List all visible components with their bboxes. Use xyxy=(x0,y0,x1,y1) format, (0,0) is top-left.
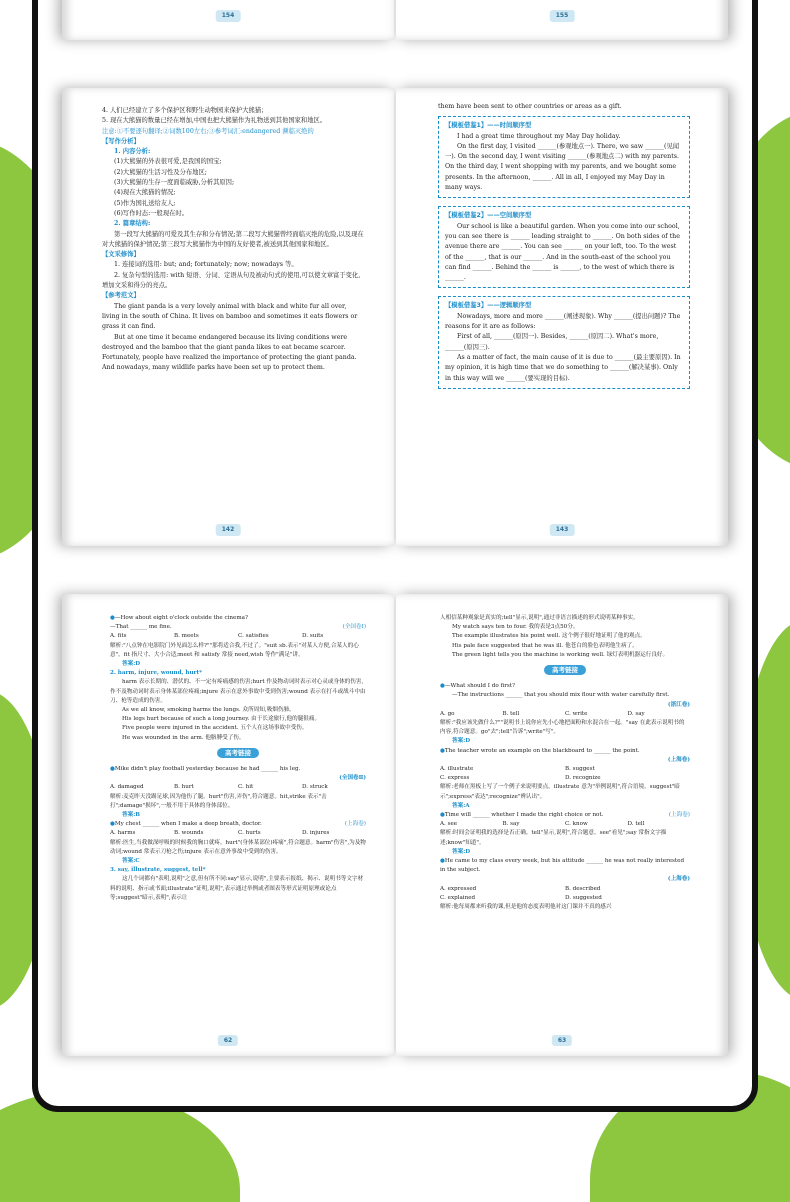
page-number-63: 63 xyxy=(552,1035,572,1046)
explanation: 解析:他每周都来听我的课,但是他的态度表明他对这门课并不真的感兴 xyxy=(440,904,612,911)
box-paragraph: As a matter of fact, the main cause of it is due to ______(最主要原因). In my opinion, it is high time that we do something to ______(解决某事). Only in this way will we ______(要实现的目标). xyxy=(445,353,681,382)
question: (上海卷) ●My chest ______ when I make a deep breath, doctor. xyxy=(110,820,366,829)
box-paragraph: Our school is like a beautiful garden. When you come into our school, you can see there is ______ leading straight to ______. On both sides of the avenue there are ______. You can see ______ on your left, too. To the west of the ______, that is our ______. And in the south-east of the school you can find ______. Behind the ______ is ______, to the west of which there is ______. xyxy=(445,222,680,282)
question-line: (全国卷Ⅰ) —That ______ me fine. xyxy=(110,623,366,632)
option: C. express xyxy=(440,775,470,782)
answer: 答案:D xyxy=(452,848,471,855)
box-paragraph: Nowadays, more and more ______(阐述现象). Why ______(提出问题)? The reasons for it are as follows: xyxy=(445,312,681,331)
option: C. hurts xyxy=(238,830,261,837)
option: C. explained xyxy=(440,894,476,901)
page-62 xyxy=(62,594,394,1056)
list-item: (3)大熊猫的生存一度面临威胁,分析其原因; xyxy=(114,179,235,187)
page-number-143: 143 xyxy=(550,524,575,536)
sub-heading: 1. 内容分析: xyxy=(114,148,151,156)
page-154 xyxy=(62,0,394,40)
page-143 xyxy=(396,88,728,546)
box-paragraph: I had a great time throughout my May Day holiday. xyxy=(457,132,621,140)
tip-line: 1. 连接词的选用: but; and; fortunately; now; nowadays 等。 xyxy=(114,261,298,269)
explanation: 解析:麦克昨天没踢足球,因为他伤了腿。hurt"伤害,弄伤",符合题意。hit,strike 表示"击打";damage"损坏",一般不用于具体的身体部位。 xyxy=(110,793,327,809)
question: ●Mike didn't play football yesterday because he had ______ his leg. xyxy=(110,766,301,773)
option: A. see xyxy=(440,821,458,828)
template-box-3 xyxy=(438,296,690,388)
option: A. illustrate xyxy=(440,766,474,773)
answer: 答案:B xyxy=(122,812,140,819)
template-box-2 xyxy=(438,206,690,288)
explanation: 解析:"我应该先做什么?""说明书上说你应先小心地把面粉和水混合在一起。"say 在此表示说明书的内容,符合题意。go"去";tell"告诉";write"写"。 xyxy=(440,720,685,736)
option: D. recognize xyxy=(565,775,601,782)
essay-paragraph: But at one time it became endangered because its living conditions were destroyed and the bamboo that the giant panda likes to eat became scarcer. Fortunately, people have realized the importance of protecting the giant panda. And nowadays, many wildlife parks have been set up to protect them. xyxy=(102,333,357,372)
explanation: 解析:"八点钟在电影院门外见面怎么样?""那将适合我,不过了。"suit sb.表示"对某人方便,合某人的心意"。fit 指尺寸、大小合适;meet 和 satisfy 常接 need,wish 等作"满足"讲。 xyxy=(110,642,359,658)
options xyxy=(440,820,690,829)
paragraph: 人相信某种观象是真实的;tell"显示,说明",通过非语言描述的形式说明某种事实。 xyxy=(440,615,639,621)
option: D. say xyxy=(627,710,645,717)
page-number-142: 142 xyxy=(216,524,241,536)
option: B. tell xyxy=(502,710,520,717)
answer: 答案:D xyxy=(122,661,141,668)
text-line: 5. 现在大熊猫的数量已经在增加,中国也把大熊猫作为礼物送到其他国家和地区。 xyxy=(102,117,327,125)
source-tag: (全国卷Ⅱ) xyxy=(339,775,366,782)
list-item: (6)写作时态:一般现在时。 xyxy=(114,209,189,217)
page-155 xyxy=(396,0,728,40)
list-item: (4)现在大熊猫的情况; xyxy=(114,189,176,197)
page-number-62: 62 xyxy=(218,1035,238,1046)
page-number-154: 154 xyxy=(216,10,241,22)
sub-heading: 2. 篇章结构: xyxy=(114,220,151,228)
option: D. suits xyxy=(302,633,324,640)
question: (上海卷) ●Time will ______ whether I made the right choice or not. xyxy=(440,811,690,820)
note-line: 注意:①不要逐句翻译;②词数100左右;③参考词汇:endangered 濒临灭绝的 xyxy=(102,127,314,135)
page-63 xyxy=(396,594,728,1056)
list-item: (2)大熊猫的生活习性及分布地区; xyxy=(114,168,207,176)
example: His pale face suggested that he was ill. 他苍白的脸色表明他生病了。 xyxy=(452,642,638,649)
option: C. know xyxy=(565,821,588,828)
tip-line: 2. 复杂句型的选用: with 短语、分词、定语从句及被动句式的使用,可以使文章富于变化,增加文采和得分的亮点。 xyxy=(102,271,361,290)
box-paragraph: First of all, ______(原因一). Besides, ______(原因二). What's more, ______(原因三). xyxy=(445,333,659,351)
option: A. fits xyxy=(110,633,127,640)
question: ●—What should I do first? xyxy=(440,683,516,690)
option: A. expressed xyxy=(440,885,477,892)
bullet-icon: ● xyxy=(110,821,115,828)
options xyxy=(440,710,690,719)
section-heading: 【文采修饰】 xyxy=(102,251,140,259)
option: B. suggest xyxy=(565,766,595,773)
options xyxy=(110,829,366,838)
text-line: them have been sent to other countries or areas as a gift. xyxy=(438,103,622,110)
source-tag: (全国卷Ⅰ) xyxy=(342,624,366,631)
option: C. write xyxy=(565,710,588,717)
options xyxy=(440,765,690,783)
page-number-155: 155 xyxy=(550,10,575,22)
option: A. damaged xyxy=(110,784,144,791)
exam-link-banner: 高考链接 xyxy=(110,749,366,759)
question: ●The teacher wrote an example on the blackboard to ______ the point. xyxy=(440,747,640,754)
vocab-heading: 3. say, illustrate, suggest, tell* xyxy=(110,867,206,874)
option: D. injures xyxy=(302,830,330,837)
options xyxy=(110,632,366,641)
explanation: 解析:老师在黑板上写了一个例子来说明要点。illustrate 意为"举例说明",符合语境。suggest"暗示";express"表达";recognize"辨认出"。 xyxy=(440,784,680,800)
exam-link-banner: 高考链接 xyxy=(440,666,690,676)
option: A. harms xyxy=(110,830,136,837)
option: C. hit xyxy=(238,784,254,791)
bullet-icon: ● xyxy=(440,858,445,865)
options xyxy=(440,885,690,903)
option: B. wounds xyxy=(174,830,204,837)
option: D. suggested xyxy=(565,894,602,901)
example: His legs hurt because of such a long journey. 由于长途旅行,他的腿很痛。 xyxy=(122,716,321,723)
example: The example illustrates his point well. 这个例子很好地证明了他的观点。 xyxy=(452,633,646,640)
source-tag: (上海卷) xyxy=(667,756,690,763)
answer: 答案:C xyxy=(122,858,140,865)
page-142 xyxy=(62,88,394,546)
essay-paragraph: The giant panda is a very lovely animal with black and white fur all over, living in the south of China. It lives on bamboo and sometimes it eats flowers or grass it can find. xyxy=(102,302,358,331)
source-tag: (上海卷) xyxy=(344,821,366,828)
option: D. struck xyxy=(302,784,328,791)
box-title: 【模板借鉴3】——逻辑顺序型 xyxy=(445,302,532,310)
question: ●He came to my class every week, but his attitude ______ he was not really interested in the subject. xyxy=(440,858,685,874)
source-tag: (上海卷) xyxy=(667,876,690,883)
option: D. tell xyxy=(627,821,645,828)
option: B. hurt xyxy=(174,784,194,791)
explanation: 解析:时间会证明我的选择是否正确。tell"显示,说明",符合题意。see"看见";say 常指文字描述;know"知道"。 xyxy=(440,830,667,846)
bullet-icon: ● xyxy=(440,812,445,819)
example: The green light tells you the machine is working well. 绿灯表明机器运行良好。 xyxy=(452,651,669,658)
vocab-explanation: harm 表示长期的、潜伏的、不一定有疼痛感的伤害;hurt 作及物动词时表示对心灵或身体的伤害,作不及物动词时表示身体某部位疼痛;injure 表示在意外事故中受到伤害;wound 表示在打斗或战斗中由刀、枪等造成的伤害。 xyxy=(110,679,366,704)
vocab-explanation: 这几个词都有"表明,说明"之意,但有所不同:say"显示,说明",主要表示报纸、揭示、说明书等文字材料的说明、指示或书面;illustrate"证明,说明",表示通过举例或者图表等形式证明原理或论点等;suggest"暗示,表明",表示让 xyxy=(110,876,364,901)
example: He was wounded in the arm. 他胳膊受了伤。 xyxy=(122,734,245,741)
question: ●—How about eight o'clock outside the cinema? xyxy=(110,615,248,621)
explanation: 解析:医生,当我做深呼吸的时候我的胸口就疼。hurt"(身体某部位)疼痛",符合题意。harm"伤害",为及物动词;wound 常表示刀枪之伤;injure 表示在意外事故中受到的伤害。 xyxy=(110,839,366,855)
source-tag: (浙江卷) xyxy=(667,701,690,708)
example: My watch says ten to four. 我的表是3点50分。 xyxy=(452,624,579,631)
section-heading: 【参考范文】 xyxy=(102,292,140,300)
example: As we all know, smoking harms the lungs. 众所周知,吸烟伤肺。 xyxy=(122,707,295,714)
answer: 答案:D xyxy=(452,738,471,745)
option: C. satisfies xyxy=(238,633,269,640)
box-paragraph: On the first day, I visited ______(参观地点一). There, we saw ______(见闻一). On the second day, I went visiting ______(参观地点二) with my parents. On the third day, I went shopping with my parents, and we bought some presents. In the afternoon, ______. All in all, I enjoyed my May Day in many ways. xyxy=(445,142,680,192)
example: Five people were injured in the accident. 五个人在这场事故中受伤。 xyxy=(122,725,308,732)
vocab-heading: 2. harm, injure, wound, hurt* xyxy=(110,670,202,677)
text-line: 4. 人们已经建立了多个保护区和野生动物园来保护大熊猫； xyxy=(102,107,268,114)
bullet-icon: ● xyxy=(110,766,115,773)
box-title: 【模板借鉴2】——空间顺序型 xyxy=(445,212,532,220)
question-line: —The instructions ______ that you should mix flour with water carefully first. xyxy=(452,692,670,699)
option: B. meets xyxy=(174,633,199,640)
section-heading: 【写作分析】 xyxy=(102,137,140,145)
bullet-icon: ● xyxy=(440,683,445,690)
answer: 答案:A xyxy=(452,802,470,809)
bullet-icon: ● xyxy=(110,615,115,621)
option: B. say xyxy=(502,821,520,828)
source-tag: (上海卷) xyxy=(668,812,690,819)
list-item: (1)大熊猫的外表很可爱,是我国的国宝; xyxy=(114,158,222,166)
option: B. described xyxy=(565,885,601,892)
option: A. go xyxy=(440,710,455,717)
list-item: (5)作为国礼送给友人; xyxy=(114,199,176,207)
bullet-icon: ● xyxy=(440,747,445,754)
options xyxy=(110,783,366,792)
template-box-1 xyxy=(438,116,690,198)
box-title: 【模板借鉴1】——时间顺序型 xyxy=(445,122,532,130)
paragraph: 第一段写大熊猫的可爱及其生存和分布情况;第二段写大熊猫曾经面临灭绝的危险,以及现在对大熊猫的保护情况;第三段写大熊猫作为中国的友好使者,被送到其他国家和地区。 xyxy=(102,230,364,248)
